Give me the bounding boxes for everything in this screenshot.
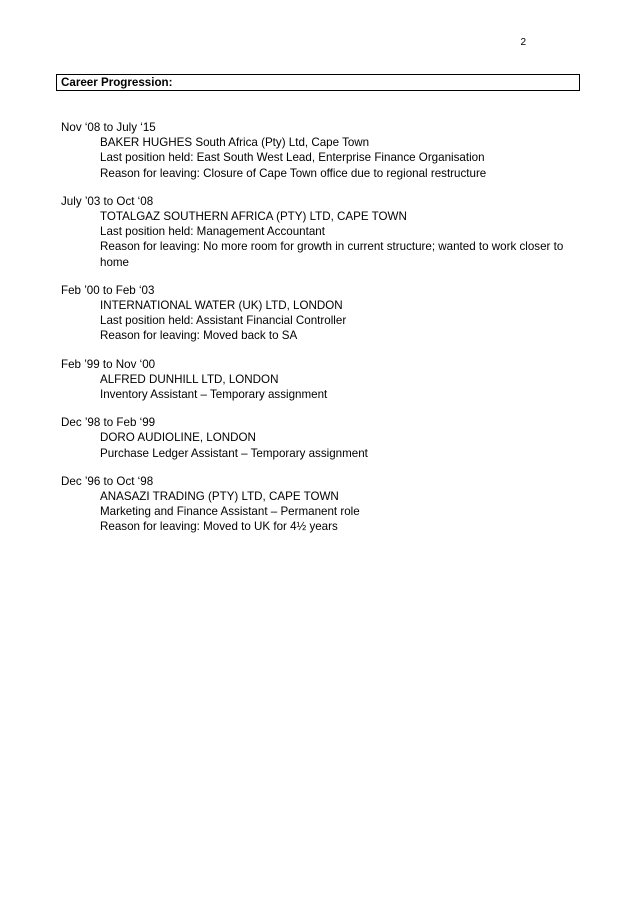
career-entry	[61, 283, 581, 344]
entry-position: Last position held: East South West Lead, Enterprise Finance Organisation	[100, 151, 485, 165]
career-entry	[61, 194, 581, 270]
career-entry	[61, 474, 581, 535]
entry-company: ANASAZI TRADING (PTY) LTD, CAPE TOWN	[100, 490, 339, 504]
page-number: 2	[520, 37, 526, 48]
section-title: Career Progression:	[61, 76, 173, 89]
entry-reason: Reason for leaving: Closure of Cape Town office due to regional restructure	[100, 166, 487, 180]
entry-company: TOTALGAZ SOUTHERN AFRICA (PTY) LTD, CAPE TOWN	[100, 210, 407, 224]
entry-company: DORO AUDIOLINE, LONDON	[100, 431, 256, 445]
entry-reason: Reason for leaving: Moved back to SA	[100, 329, 298, 343]
entry-position: Purchase Ledger Assistant – Temporary assignment	[100, 446, 368, 460]
entry-company: ALFRED DUNHILL LTD, LONDON	[100, 372, 279, 386]
section-heading-box	[56, 74, 580, 91]
entry-period: Dec ’96 to Oct ‘98	[61, 474, 154, 488]
entry-period: Dec ’98 to Feb ‘99	[61, 416, 156, 430]
career-entry	[61, 357, 581, 403]
entry-position: Inventory Assistant – Temporary assignment	[100, 388, 328, 402]
entry-period: Feb ’00 to Feb ‘03	[61, 283, 155, 297]
entry-period: Nov ‘08 to July ‘15	[61, 121, 156, 134]
entry-company: INTERNATIONAL WATER (UK) LTD, LONDON	[100, 299, 343, 313]
entry-period: July ’03 to Oct ‘08	[61, 194, 154, 208]
entry-company: BAKER HUGHES South Africa (Pty) Ltd, Cape Town	[100, 136, 370, 150]
entry-reason: Reason for leaving: Moved to UK for 4½ years	[100, 520, 338, 534]
entry-period: Feb ’99 to Nov ‘00	[61, 357, 156, 371]
entry-reason: Reason for leaving: No more room for growth in current structure; wanted to work closer to home	[100, 240, 564, 269]
entry-position: Marketing and Finance Assistant – Permanent role	[100, 505, 360, 519]
entry-position: Last position held: Management Accountant	[100, 225, 325, 239]
career-entry	[61, 120, 581, 181]
entry-position: Last position held: Assistant Financial Controller	[100, 314, 347, 328]
career-entry	[61, 415, 581, 461]
career-entries-list	[61, 120, 581, 548]
